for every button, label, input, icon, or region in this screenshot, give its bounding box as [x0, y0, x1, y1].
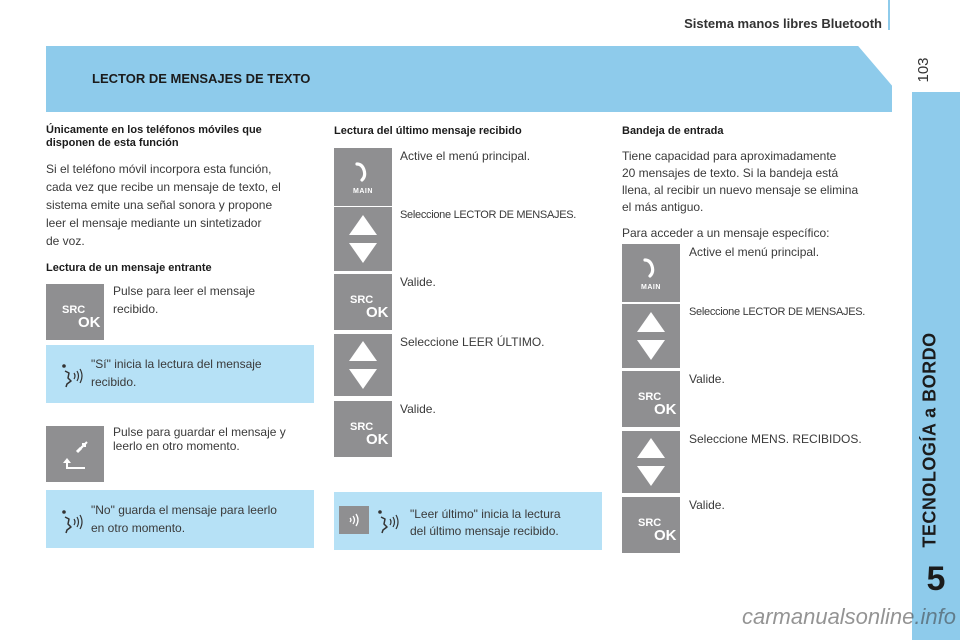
title-rule — [888, 0, 890, 30]
col3-para-line3: llena, al recibir un nuevo mensaje se elimina — [622, 183, 859, 197]
phone-handset-icon — [354, 162, 370, 182]
col3-para-line1: Tiene capacidad para aproximadamente — [622, 149, 837, 163]
col1-heading2: Lectura de un mensaje entrante — [46, 262, 212, 274]
col1-step1-line2: recibido. — [113, 302, 159, 316]
chapter-number: 5 — [926, 560, 946, 598]
voice-command-icon — [60, 508, 84, 534]
col2-step4: Seleccione LEER ÚLTIMO. — [400, 335, 545, 349]
main-menu-button[interactable] — [622, 244, 680, 302]
col1-voice1-line2: recibido. — [91, 375, 137, 389]
src-ok-button[interactable] — [622, 497, 680, 553]
up-down-arrows-icon — [345, 337, 381, 393]
col3-para-line2: 20 mensajes de texto. Si la bandeja está — [622, 166, 839, 180]
col2-heading: Lectura del último mensaje recibido — [334, 125, 522, 137]
save-message-button[interactable] — [46, 426, 104, 482]
col3-step2: Seleccione LECTOR DE MENSAJES. — [689, 306, 866, 318]
col1-step2-line1: Pulse para guardar el mensaje y — [113, 425, 286, 439]
ok-label: OK — [654, 527, 677, 544]
col2-voice-line2: del último mensaje recibido. — [410, 524, 559, 538]
col1-voice2-line2: en otro momento. — [91, 521, 186, 535]
chapter-title: TECNOLOGÍA a BORDO — [919, 332, 940, 548]
ok-label: OK — [654, 401, 677, 418]
col3-step4: Seleccione MENS. RECIBIDOS. — [689, 432, 862, 446]
col1-heading-line2: disponen de esta función — [46, 137, 179, 149]
watermark: carmanualsonline.info — [741, 604, 956, 629]
src-ok-button[interactable] — [334, 401, 392, 457]
col1-heading-line1: Únicamente en los teléfonos móviles que — [46, 124, 262, 136]
voice-callout — [46, 345, 314, 403]
col1-para-line2: cada vez que recibe un mensaje de texto, el — [46, 180, 281, 194]
up-down-button[interactable] — [622, 304, 680, 368]
up-down-arrows-icon — [345, 211, 381, 267]
col3-heading: Bandeja de entrada — [622, 125, 724, 137]
col1-voice2-line1: "No" guarda el mensaje para leerlo — [91, 503, 277, 517]
phone-handset-icon — [642, 258, 658, 278]
col1-step1-line1: Pulse para leer el mensaje — [113, 284, 256, 298]
src-ok-button[interactable] — [46, 284, 104, 340]
voice-command-icon — [376, 508, 400, 534]
src-label: SRC — [350, 294, 374, 306]
src-ok-button[interactable] — [622, 371, 680, 427]
col1-para-line5: de voz. — [46, 234, 85, 248]
src-ok-button[interactable] — [334, 274, 392, 330]
voice-command-icon — [60, 362, 84, 388]
col2-step3: Valide. — [400, 275, 436, 289]
voice-button[interactable] — [339, 506, 369, 534]
src-label: SRC — [638, 391, 662, 403]
col2-step2: Seleccione LECTOR DE MENSAJES. — [400, 209, 577, 221]
save-return-icon — [55, 436, 95, 472]
col1-step2-line2: leerlo en otro momento. — [113, 439, 240, 453]
col1-voice1-line1: "Sí" inicia la lectura del mensaje — [91, 357, 262, 371]
col2-step1: Active el menú principal. — [400, 149, 531, 163]
ok-label: OK — [78, 314, 101, 331]
sound-waves-icon — [347, 512, 363, 528]
running-title: Sistema manos libres Bluetooth — [684, 16, 882, 31]
up-down-arrows-icon — [633, 308, 669, 364]
col3-step5: Valide. — [689, 498, 725, 512]
up-down-button[interactable] — [622, 431, 680, 493]
up-down-button[interactable] — [334, 334, 392, 396]
src-label: SRC — [62, 304, 86, 316]
main-label: MAIN — [641, 284, 661, 291]
section-title: LECTOR DE MENSAJES DE TEXTO — [92, 71, 311, 86]
col2-step5: Valide. — [400, 402, 436, 416]
col1-para-line1: Si el teléfono móvil incorpora esta función, — [46, 162, 272, 176]
up-down-arrows-icon — [633, 434, 669, 490]
ok-label: OK — [366, 304, 389, 321]
col1-para-line4: leer el mensaje mediante un sintetizador — [46, 216, 262, 230]
up-down-button[interactable] — [334, 207, 392, 271]
col3-step1: Active el menú principal. — [689, 245, 820, 259]
col2-voice-line1: "Leer último" inicia la lectura — [410, 507, 561, 521]
col1-para-line3: sistema emite una señal sonora y propone — [46, 198, 273, 212]
page-number: 103 — [915, 57, 932, 83]
col3-access: Para acceder a un mensaje específico: — [622, 226, 830, 240]
src-label: SRC — [350, 421, 374, 433]
col3-para-line4: el más antiguo. — [622, 200, 704, 214]
src-label: SRC — [638, 517, 662, 529]
main-label: MAIN — [353, 188, 373, 195]
col3-step3: Valide. — [689, 372, 725, 386]
ok-label: OK — [366, 431, 389, 448]
main-menu-button[interactable] — [334, 148, 392, 206]
